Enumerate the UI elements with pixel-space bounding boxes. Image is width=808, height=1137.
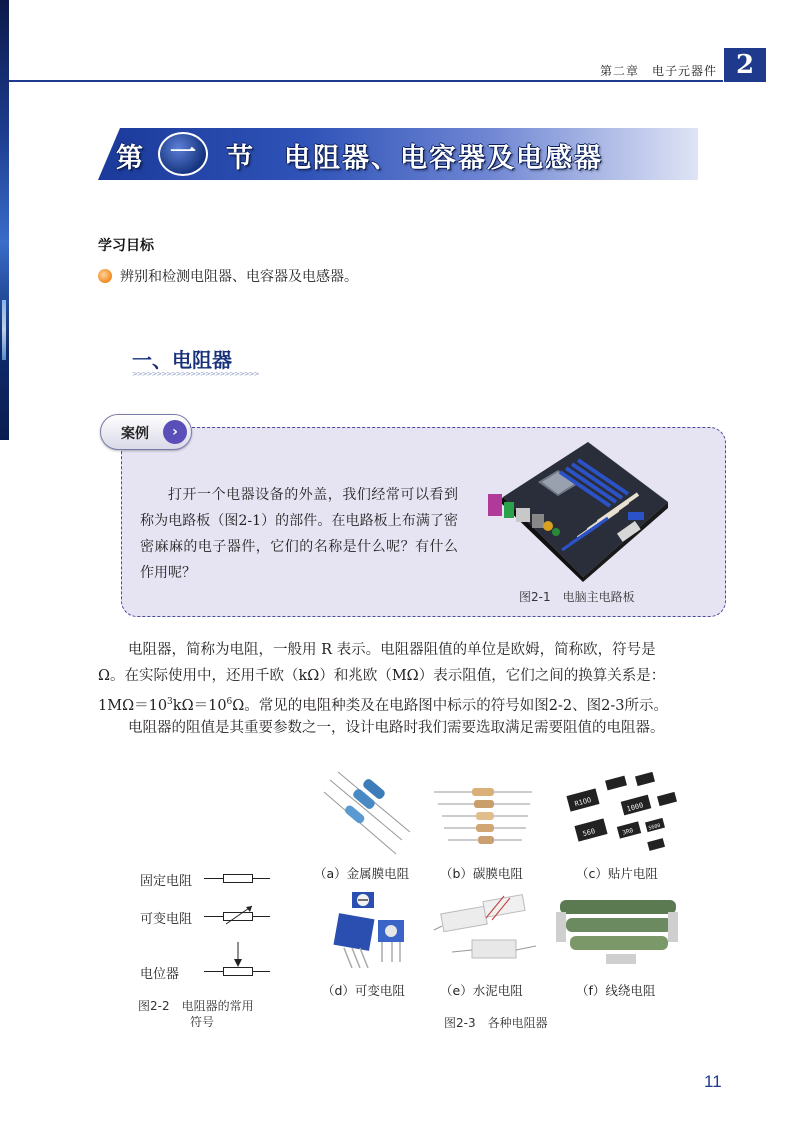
potentiometer-label: 电位器	[140, 967, 180, 982]
caption-carbon-film: （b）碳膜电阻	[440, 866, 523, 881]
caption-metal-film: （a）金属膜电阻	[314, 866, 410, 881]
section-banner	[98, 128, 698, 180]
fixed-resistor-label: 固定电阻	[140, 874, 193, 889]
chip-label: R1OO	[573, 796, 593, 809]
chapter-number-badge: 2	[724, 48, 766, 82]
page-number: 11	[704, 1072, 722, 1091]
carbon-film-resistor-image	[432, 782, 534, 852]
chapter-header-label: 第二章 电子元器件	[600, 64, 718, 78]
figure-caption-2-1: 图2-1 电脑主电路板	[519, 590, 635, 604]
body-paragraph-2: 电阻器的阻值是其重要参数之一，设计电路时我们需要选取满足需要阻值的电阻器。	[128, 720, 665, 736]
body-line-3: $1M\Omega=10^3k\Omega=10^6\Omega$。常见的电阻种类及在电路图中标示的符号如图2-2、图2-3所示。	[98, 697, 669, 714]
chip-label: 1000	[625, 801, 645, 814]
objective-item	[98, 266, 358, 286]
objective-text: 辨别和检测电阻器、电容器及电感器。	[120, 269, 358, 285]
header-rule	[9, 80, 723, 82]
heading-underline-decoration: >>>>>>>>>>>>>>>>>>>>>>>>>>	[132, 370, 259, 378]
chip-label: 5600	[647, 822, 662, 832]
section-number-circle: 一	[158, 132, 208, 176]
case-text: 打开一个电器设备的外盖，我们经常可以看到称为电路板（图2-1）的部件。在电路板上布满了密密麻麻的电子器件，它们的名称是什么呢？有什么作用呢？	[140, 487, 458, 581]
side-decoration	[0, 0, 9, 440]
caption-wirewound: （f）线绕电阻	[576, 983, 656, 998]
body-line-1: 电阻器，简称为电阻，一般用 R 表示。电阻器阻值的单位是欧姆，简称欧，符号是	[128, 642, 656, 658]
case-tab	[100, 414, 192, 450]
orange-bullet-icon	[98, 269, 112, 283]
variable-resistor-label: 可变电阻	[140, 912, 193, 927]
body-line-2: Ω。在实际使用中，还用千欧（kΩ）和兆欧（MΩ）表示阻值，它们之间的换算关系是：	[98, 668, 666, 684]
cement-resistor-image	[432, 890, 538, 974]
wiper-arrow-icon	[232, 942, 244, 968]
chip-label: 3R0	[621, 827, 635, 837]
subsection-heading: 一、电阻器	[132, 348, 232, 372]
section-prefix: 第	[116, 143, 145, 174]
section-title: 电阻器、电容器及电感器	[284, 143, 603, 174]
resistor-body	[223, 967, 253, 976]
motherboard-image	[478, 442, 668, 582]
resistor-body	[223, 874, 253, 883]
figure-caption-2-3: 图2-3 各种电阻器	[444, 1016, 548, 1030]
variable-arrow-icon	[222, 902, 258, 926]
metal-film-resistor-image	[322, 770, 412, 858]
caption-variable: （d）可变电阻	[322, 983, 405, 998]
case-label: 案例	[121, 426, 149, 442]
chip-resistor-image	[562, 772, 680, 858]
caption-cement: （e）水泥电阻	[440, 983, 523, 998]
variable-resistor-image	[330, 890, 412, 970]
figure-caption-2-2-cont: 符号	[190, 1015, 215, 1029]
section-suffix: 节	[226, 143, 255, 174]
chevron-right-icon: ›	[163, 420, 187, 444]
wirewound-resistor-image	[552, 892, 682, 968]
chip-label: 560	[581, 827, 597, 839]
caption-chip: （c）贴片电阻	[576, 866, 658, 881]
figure-caption-2-2: 图2-2 电阻器的常用	[138, 999, 254, 1013]
objectives-title: 学习目标	[98, 238, 154, 254]
